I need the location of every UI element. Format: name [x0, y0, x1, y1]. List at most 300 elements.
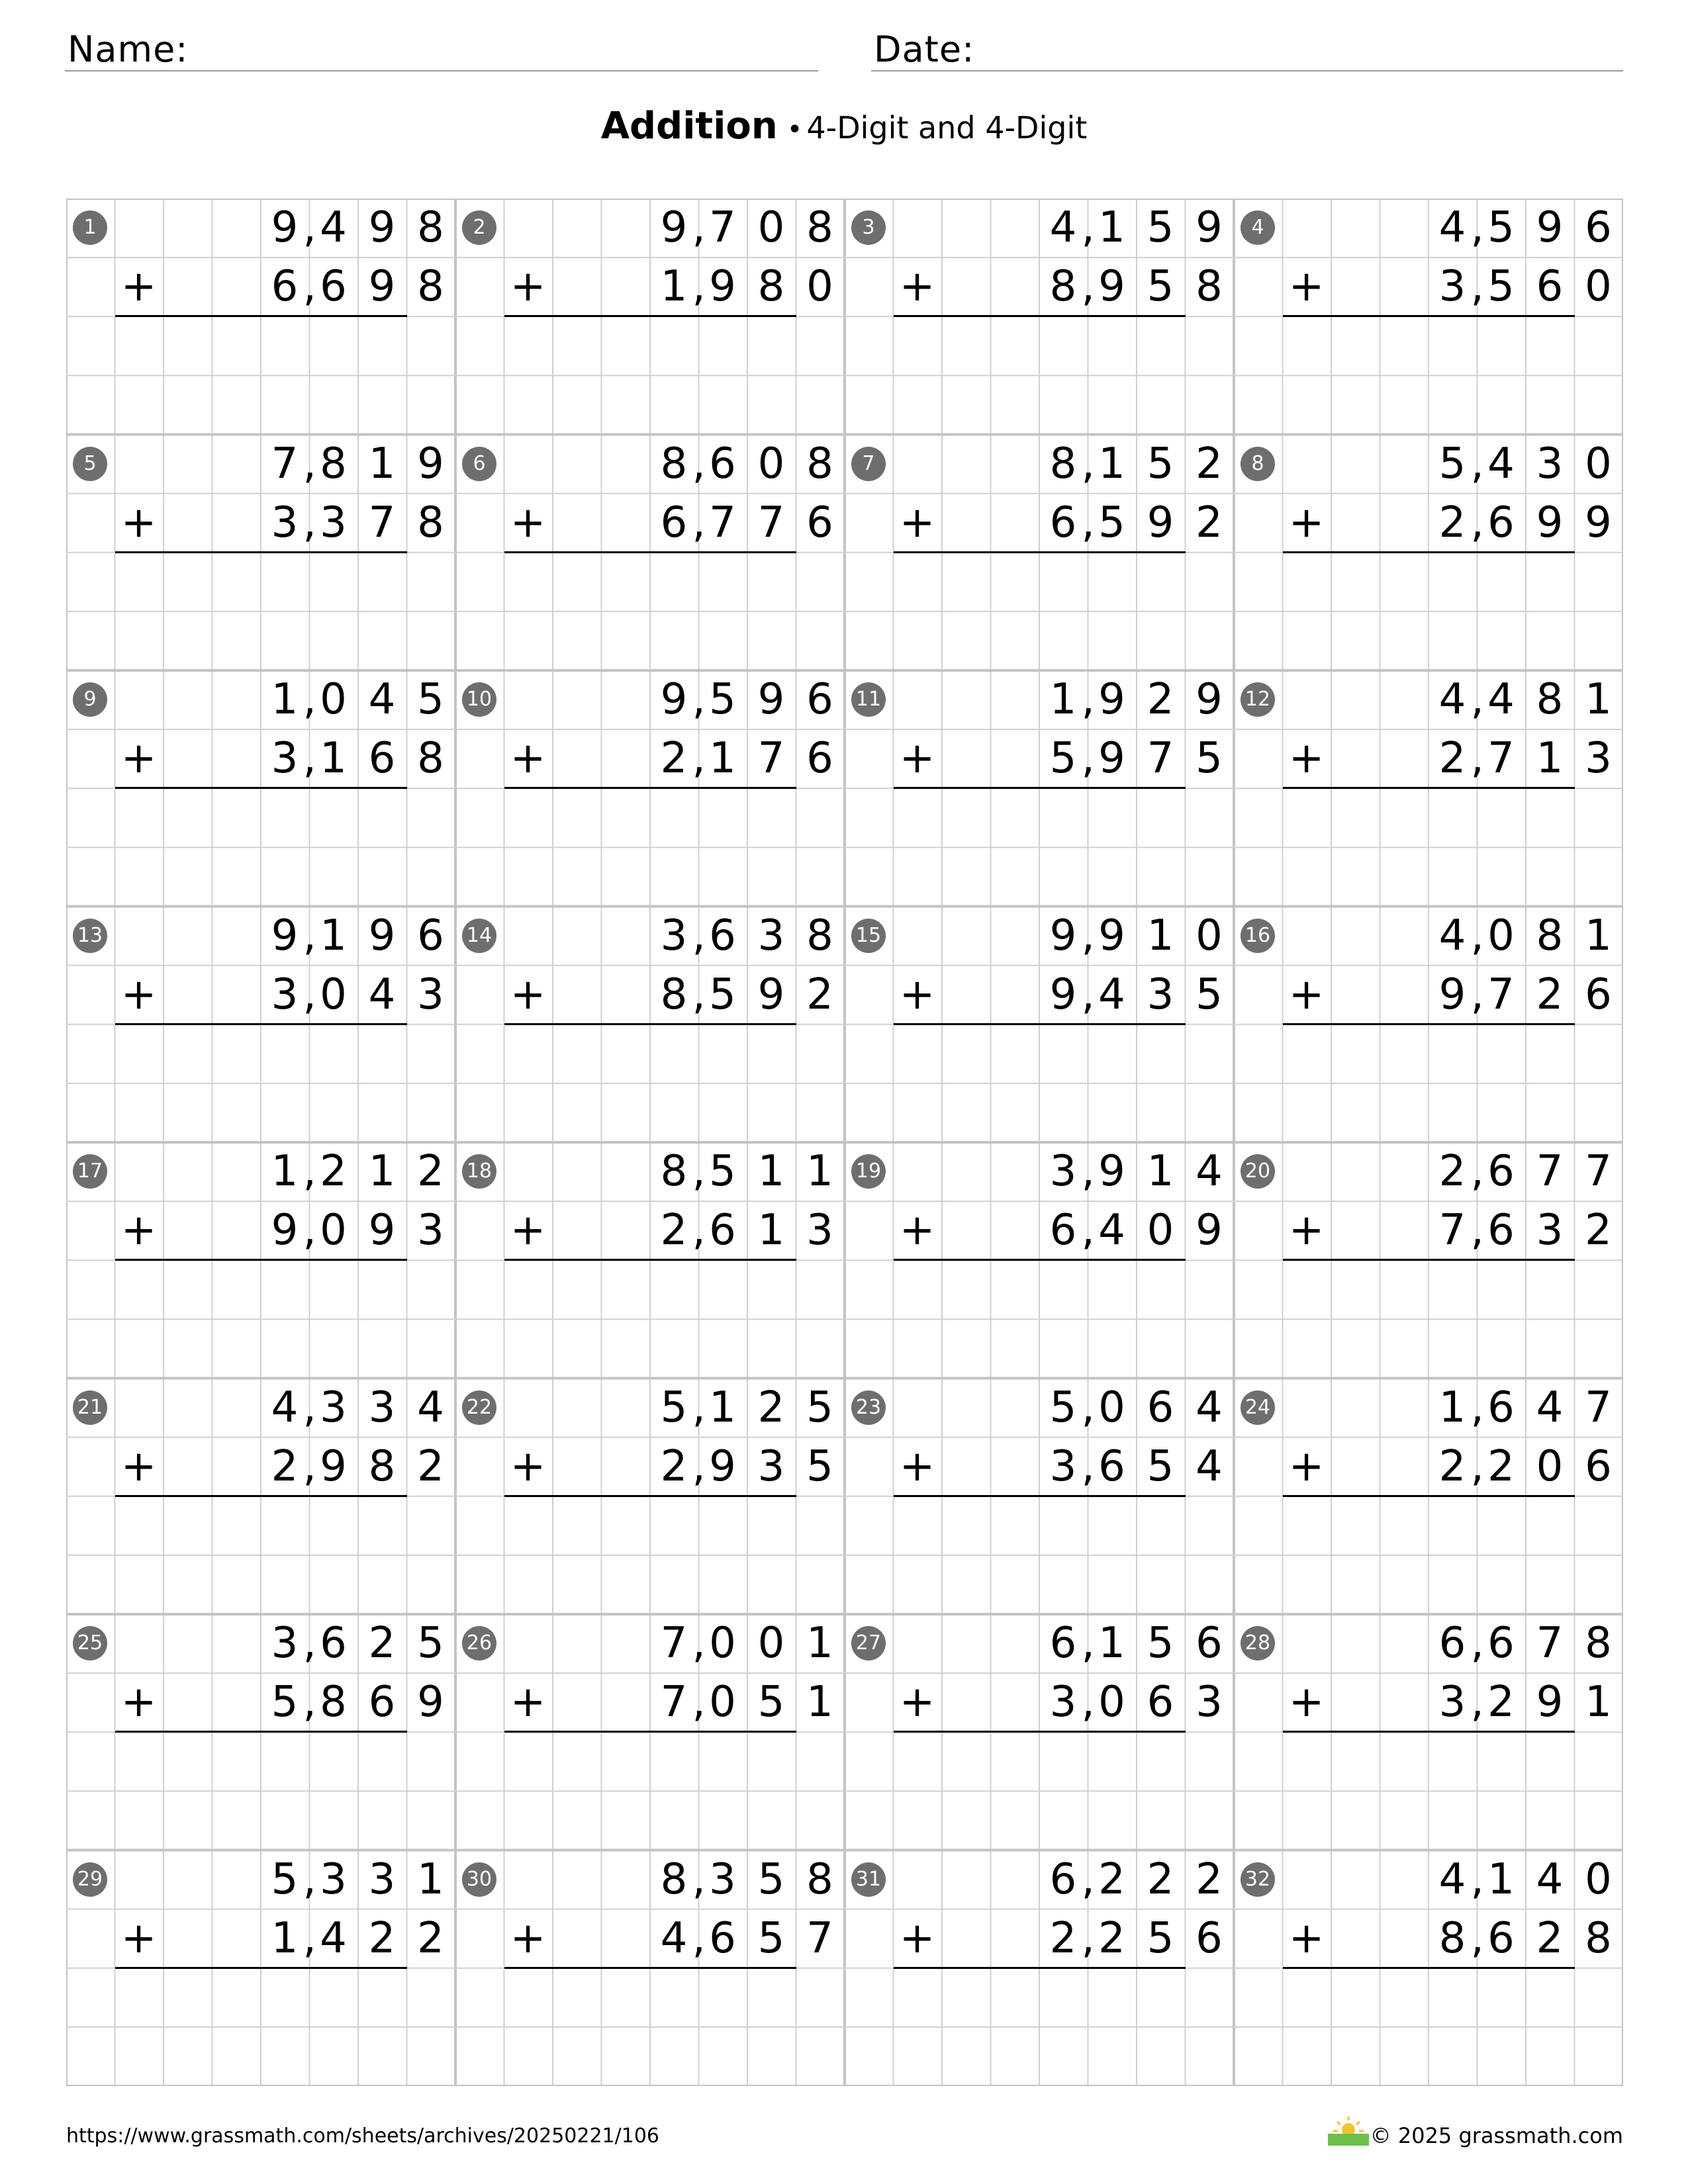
thousands-separator: , — [1470, 1383, 1484, 1432]
addend-bottom-digit: 3 — [271, 734, 299, 784]
addend-top-digit: 5 — [417, 1619, 444, 1668]
addend-bottom-digit: 5 — [1098, 498, 1125, 547]
addend-top-digit: 1 — [1098, 203, 1125, 252]
thousands-separator: , — [692, 262, 706, 312]
addend-bottom-digit: 8 — [757, 262, 785, 312]
answer-line — [894, 551, 1186, 553]
addend-top-digit: 1 — [368, 439, 396, 488]
thousands-separator: , — [1081, 1147, 1095, 1196]
answer-line — [504, 315, 796, 317]
answer-line — [115, 1259, 407, 1261]
addend-top-digit: 6 — [709, 439, 736, 488]
answer-line — [115, 315, 407, 317]
thousands-separator: , — [1470, 911, 1484, 960]
title-bullet: • — [786, 114, 803, 145]
addend-bottom-digit: 8 — [368, 1441, 396, 1491]
addend-top-digit: 2 — [1196, 439, 1223, 488]
addend-top-digit: 0 — [709, 1619, 736, 1668]
addend-bottom-digit: 9 — [1585, 498, 1612, 547]
date-field[interactable] — [871, 24, 1623, 71]
thousands-separator: , — [303, 911, 316, 960]
addend-bottom-digit: 7 — [1487, 734, 1515, 784]
addend-bottom-digit: 9 — [1147, 498, 1174, 547]
answer-line — [115, 787, 407, 789]
addend-bottom-digit: 9 — [417, 1678, 444, 1727]
addend-bottom-digit: 3 — [1438, 1678, 1466, 1727]
plus-operator: + — [899, 970, 935, 1019]
answer-line — [504, 1023, 796, 1025]
addend-top-digit: 7 — [1585, 1147, 1612, 1196]
thousands-separator: , — [1081, 1619, 1095, 1668]
addend-top-digit: 0 — [320, 675, 347, 724]
addend-bottom-digit: 3 — [1536, 1206, 1564, 1255]
problem-number-badge: 12 — [1241, 682, 1275, 717]
thousands-separator: , — [303, 734, 316, 784]
answer-line — [1283, 551, 1575, 553]
addend-top-digit: 2 — [1147, 675, 1174, 724]
thousands-separator: , — [692, 675, 706, 724]
addend-top-digit: 9 — [1098, 1147, 1125, 1196]
addend-bottom-digit: 3 — [417, 1206, 444, 1255]
addend-top-digit: 5 — [709, 1147, 736, 1196]
thousands-separator: , — [1081, 1441, 1095, 1491]
addend-bottom-digit: 9 — [1098, 734, 1125, 784]
thousands-separator: , — [303, 1913, 316, 1963]
addend-bottom-digit: 2 — [368, 1913, 396, 1963]
addend-top-digit: 4 — [1438, 1854, 1466, 1904]
addend-top-digit: 3 — [660, 911, 688, 960]
addend-bottom-digit: 9 — [709, 1441, 736, 1491]
problem-number-badge: 4 — [1241, 210, 1275, 245]
problem-number-badge: 3 — [851, 210, 886, 245]
thousands-separator: , — [1470, 262, 1484, 312]
thousands-separator: , — [303, 203, 316, 252]
addend-bottom-digit: 4 — [320, 1913, 347, 1963]
thousands-separator: , — [1470, 1854, 1484, 1904]
addend-top-digit: 5 — [1147, 439, 1174, 488]
problem-number-badge: 28 — [1241, 1626, 1275, 1661]
addend-bottom-digit: 4 — [368, 970, 396, 1019]
answer-line — [504, 1259, 796, 1261]
addend-top-digit: 1 — [1098, 1619, 1125, 1668]
thousands-separator: , — [1470, 734, 1484, 784]
addend-bottom-digit: 0 — [709, 1678, 736, 1727]
thousands-separator: , — [1081, 439, 1095, 488]
addend-top-digit: 3 — [1536, 439, 1564, 488]
addend-bottom-digit: 7 — [660, 1678, 688, 1727]
addend-bottom-digit: 2 — [1438, 734, 1466, 784]
thousands-separator: , — [303, 1678, 316, 1727]
addend-bottom-digit: 0 — [1147, 1206, 1174, 1255]
addend-bottom-digit: 5 — [1487, 262, 1515, 312]
answer-line — [115, 1023, 407, 1025]
addend-bottom-digit: 5 — [757, 1678, 785, 1727]
answer-line — [894, 1259, 1186, 1261]
thousands-separator: , — [692, 1441, 706, 1491]
grass-sun-logo-icon — [1325, 2115, 1372, 2147]
addend-top-digit: 0 — [757, 1619, 785, 1668]
addend-top-digit: 1 — [1098, 439, 1125, 488]
addend-top-digit: 2 — [1438, 1147, 1466, 1196]
thousands-separator: , — [692, 1206, 706, 1255]
addend-bottom-digit: 1 — [660, 262, 688, 312]
addend-bottom-digit: 9 — [1196, 1206, 1223, 1255]
plus-operator: + — [510, 970, 546, 1019]
addend-bottom-digit: 6 — [1487, 498, 1515, 547]
addend-top-digit: 9 — [1049, 911, 1077, 960]
thousands-separator: , — [692, 498, 706, 547]
addend-top-digit: 0 — [1585, 1854, 1612, 1904]
addend-top-digit: 3 — [368, 1383, 396, 1432]
addend-top-digit: 1 — [320, 911, 347, 960]
addend-top-digit: 1 — [1585, 675, 1612, 724]
addend-bottom-digit: 4 — [1098, 1206, 1125, 1255]
plus-operator: + — [1288, 262, 1325, 312]
thousands-separator: , — [1081, 203, 1095, 252]
addend-top-digit: 9 — [271, 911, 299, 960]
addend-top-digit: 0 — [1585, 439, 1612, 488]
addend-bottom-digit: 5 — [1196, 970, 1223, 1019]
addend-bottom-digit: 6 — [806, 734, 833, 784]
thousands-separator: , — [303, 1441, 316, 1491]
thousands-separator: , — [1081, 970, 1095, 1019]
thousands-separator: , — [303, 1619, 316, 1668]
thousands-separator: , — [692, 1854, 706, 1904]
thousands-separator: , — [303, 1147, 316, 1196]
problem-number-badge: 7 — [851, 447, 886, 481]
addend-bottom-digit: 8 — [1049, 262, 1077, 312]
addend-top-digit: 2 — [1147, 1854, 1174, 1904]
answer-line — [504, 1967, 796, 1969]
addend-top-digit: 9 — [660, 203, 688, 252]
addend-top-digit: 9 — [1196, 203, 1223, 252]
thousands-separator: , — [692, 911, 706, 960]
thousands-separator: , — [692, 1147, 706, 1196]
addend-bottom-digit: 7 — [709, 498, 736, 547]
answer-line — [115, 1495, 407, 1497]
addend-bottom-digit: 9 — [1049, 970, 1077, 1019]
addend-bottom-digit: 6 — [1585, 970, 1612, 1019]
addend-top-digit: 2 — [368, 1619, 396, 1668]
addend-top-digit: 5 — [806, 1383, 833, 1432]
plus-operator: + — [1288, 1206, 1325, 1255]
addend-top-digit: 4 — [368, 675, 396, 724]
answer-line — [894, 1495, 1186, 1497]
addend-bottom-digit: 0 — [320, 1206, 347, 1255]
addend-bottom-digit: 2 — [660, 1441, 688, 1491]
addend-bottom-digit: 6 — [1049, 1206, 1077, 1255]
addend-bottom-digit: 3 — [1438, 262, 1466, 312]
addend-top-digit: 6 — [1487, 1619, 1515, 1668]
answer-line — [894, 1967, 1186, 1969]
addend-bottom-digit: 2 — [1536, 1913, 1564, 1963]
thousands-separator: , — [1470, 439, 1484, 488]
plus-operator: + — [120, 1678, 157, 1727]
addend-top-digit: 1 — [1487, 1854, 1515, 1904]
addend-top-digit: 3 — [271, 1619, 299, 1668]
addend-bottom-digit: 3 — [1049, 1678, 1077, 1727]
addend-bottom-digit: 8 — [320, 1678, 347, 1727]
addend-top-digit: 1 — [271, 1147, 299, 1196]
addend-bottom-digit: 5 — [806, 1441, 833, 1491]
addend-bottom-digit: 6 — [709, 1206, 736, 1255]
footer-url: https://www.grassmath.com/sheets/archives/20250221/106 — [66, 2124, 660, 2148]
addend-bottom-digit: 6 — [320, 262, 347, 312]
addend-top-digit: 3 — [368, 1854, 396, 1904]
thousands-separator: , — [1470, 1678, 1484, 1727]
addend-top-digit: 6 — [1585, 203, 1612, 252]
plus-operator: + — [510, 1678, 546, 1727]
addend-bottom-digit: 2 — [1196, 498, 1223, 547]
addend-bottom-digit: 2 — [660, 734, 688, 784]
title-subtitle: 4-Digit and 4-Digit — [806, 110, 1088, 146]
addend-bottom-digit: 1 — [271, 1913, 299, 1963]
addend-top-digit: 9 — [757, 675, 785, 724]
plus-operator: + — [510, 1206, 546, 1255]
addend-bottom-digit: 6 — [660, 498, 688, 547]
addend-bottom-digit: 1 — [806, 1678, 833, 1727]
addend-top-digit: 3 — [757, 911, 785, 960]
addend-bottom-digit: 5 — [1147, 1913, 1174, 1963]
thousands-separator: , — [692, 1913, 706, 1963]
addend-top-digit: 1 — [1585, 911, 1612, 960]
answer-line — [1283, 1023, 1575, 1025]
addend-bottom-digit: 9 — [1438, 970, 1466, 1019]
problem-number-badge: 30 — [462, 1862, 496, 1897]
addend-top-digit: 8 — [806, 911, 833, 960]
problem-number-badge: 8 — [1241, 447, 1275, 481]
problem-number-badge: 2 — [462, 210, 496, 245]
addend-top-digit: 4 — [1438, 203, 1466, 252]
thousands-separator: , — [692, 1678, 706, 1727]
addend-bottom-digit: 6 — [1536, 262, 1564, 312]
answer-line — [894, 1731, 1186, 1733]
thousands-separator: , — [692, 439, 706, 488]
addend-bottom-digit: 5 — [757, 1913, 785, 1963]
plus-operator: + — [1288, 1441, 1325, 1491]
addend-top-digit: 8 — [1049, 439, 1077, 488]
addend-top-digit: 8 — [1536, 675, 1564, 724]
date-label: Date: — [874, 28, 975, 70]
problem-number-badge: 5 — [73, 447, 107, 481]
footer-copyright: © 2025 grassmath.com — [1370, 2123, 1623, 2148]
addend-top-digit: 1 — [368, 1147, 396, 1196]
thousands-separator: , — [1081, 734, 1095, 784]
thousands-separator: , — [1470, 1206, 1484, 1255]
addend-bottom-digit: 3 — [757, 1441, 785, 1491]
addend-top-digit: 6 — [806, 675, 833, 724]
plus-operator: + — [120, 970, 157, 1019]
addend-top-digit: 3 — [709, 1854, 736, 1904]
addend-bottom-digit: 1 — [1585, 1678, 1612, 1727]
addend-top-digit: 8 — [1536, 911, 1564, 960]
addend-bottom-digit: 0 — [806, 262, 833, 312]
addend-bottom-digit: 7 — [757, 734, 785, 784]
addend-top-digit: 5 — [1487, 203, 1515, 252]
plus-operator: + — [120, 498, 157, 547]
addend-top-digit: 6 — [1049, 1619, 1077, 1668]
addend-bottom-digit: 7 — [806, 1913, 833, 1963]
answer-line — [894, 787, 1186, 789]
problem-number-badge: 17 — [73, 1154, 107, 1189]
addend-bottom-digit: 2 — [1585, 1206, 1612, 1255]
thousands-separator: , — [692, 1383, 706, 1432]
addend-bottom-digit: 9 — [271, 1206, 299, 1255]
addend-bottom-digit: 3 — [806, 1206, 833, 1255]
addend-top-digit: 2 — [1196, 1854, 1223, 1904]
plus-operator: + — [120, 262, 157, 312]
addend-bottom-digit: 7 — [1487, 970, 1515, 1019]
addend-bottom-digit: 8 — [1196, 262, 1223, 312]
addend-top-digit: 6 — [417, 911, 444, 960]
addend-top-digit: 6 — [1196, 1619, 1223, 1668]
thousands-separator: , — [692, 1619, 706, 1668]
addend-top-digit: 4 — [417, 1383, 444, 1432]
problem-number-badge: 14 — [462, 919, 496, 953]
addend-top-digit: 6 — [1147, 1383, 1174, 1432]
addend-top-digit: 9 — [1098, 675, 1125, 724]
plus-operator: + — [899, 498, 935, 547]
addend-top-digit: 4 — [1196, 1383, 1223, 1432]
addend-bottom-digit: 8 — [417, 262, 444, 312]
addend-top-digit: 5 — [757, 1854, 785, 1904]
addend-bottom-digit: 9 — [1098, 262, 1125, 312]
thousands-separator: , — [303, 439, 316, 488]
addend-top-digit: 8 — [1585, 1619, 1612, 1668]
thousands-separator: , — [1081, 1383, 1095, 1432]
thousands-separator: , — [1081, 675, 1095, 724]
addend-top-digit: 9 — [660, 675, 688, 724]
addend-top-digit: 5 — [1438, 439, 1466, 488]
problem-number-badge: 31 — [851, 1862, 886, 1897]
plus-operator: + — [120, 734, 157, 784]
thousands-separator: , — [303, 970, 316, 1019]
plus-operator: + — [510, 1441, 546, 1491]
addend-top-digit: 5 — [417, 675, 444, 724]
problem-number-badge: 23 — [851, 1390, 886, 1425]
addend-bottom-digit: 8 — [417, 734, 444, 784]
problem-number-badge: 10 — [462, 682, 496, 717]
addend-top-digit: 7 — [1585, 1383, 1612, 1432]
answer-line — [1283, 1967, 1575, 1969]
addend-top-digit: 7 — [271, 439, 299, 488]
addend-bottom-digit: 1 — [757, 1206, 785, 1255]
addend-top-digit: 0 — [1098, 1383, 1125, 1432]
plus-operator: + — [899, 734, 935, 784]
name-field[interactable] — [65, 24, 818, 71]
problem-number-badge: 18 — [462, 1154, 496, 1189]
addend-top-digit: 6 — [1487, 1383, 1515, 1432]
problem-number-badge: 6 — [462, 447, 496, 481]
addend-bottom-digit: 1 — [709, 734, 736, 784]
addend-bottom-digit: 4 — [660, 1913, 688, 1963]
plus-operator: + — [120, 1913, 157, 1963]
addend-bottom-digit: 4 — [1196, 1441, 1223, 1491]
plus-operator: + — [1288, 970, 1325, 1019]
problem-number-badge: 32 — [1241, 1862, 1275, 1897]
addend-top-digit: 7 — [660, 1619, 688, 1668]
addend-top-digit: 5 — [709, 675, 736, 724]
addend-bottom-digit: 1 — [1536, 734, 1564, 784]
addend-top-digit: 8 — [806, 1854, 833, 1904]
addend-top-digit: 4 — [1487, 439, 1515, 488]
addend-top-digit: 9 — [1536, 203, 1564, 252]
plus-operator: + — [899, 1678, 935, 1727]
addend-top-digit: 9 — [417, 439, 444, 488]
thousands-separator: , — [1081, 262, 1095, 312]
addend-bottom-digit: 2 — [1438, 498, 1466, 547]
plus-operator: + — [120, 1206, 157, 1255]
addend-top-digit: 5 — [660, 1383, 688, 1432]
answer-line — [504, 1495, 796, 1497]
addend-top-digit: 4 — [1049, 203, 1077, 252]
addend-bottom-digit: 8 — [1438, 1913, 1466, 1963]
addend-top-digit: 4 — [1196, 1147, 1223, 1196]
addend-bottom-digit: 0 — [1585, 262, 1612, 312]
thousands-separator: , — [1470, 1147, 1484, 1196]
title-main: Addition — [600, 105, 778, 148]
thousands-separator: , — [303, 1206, 316, 1255]
addend-bottom-digit: 2 — [1098, 1913, 1125, 1963]
addend-top-digit: 3 — [1049, 1147, 1077, 1196]
thousands-separator: , — [1470, 203, 1484, 252]
addend-top-digit: 0 — [757, 439, 785, 488]
worksheet-title — [0, 105, 1688, 148]
addend-bottom-digit: 5 — [1147, 1441, 1174, 1491]
addend-top-digit: 9 — [1196, 675, 1223, 724]
answer-line — [504, 551, 796, 553]
answer-line — [115, 1967, 407, 1969]
addend-top-digit: 8 — [660, 439, 688, 488]
addend-top-digit: 8 — [417, 203, 444, 252]
addend-top-digit: 4 — [1487, 675, 1515, 724]
addend-top-digit: 1 — [1147, 911, 1174, 960]
addend-top-digit: 0 — [1487, 911, 1515, 960]
addend-bottom-digit: 6 — [806, 498, 833, 547]
addend-top-digit: 0 — [1196, 911, 1223, 960]
addend-top-digit: 3 — [320, 1854, 347, 1904]
addend-bottom-digit: 0 — [320, 970, 347, 1019]
answer-line — [894, 1023, 1186, 1025]
thousands-separator: , — [1081, 498, 1095, 547]
problem-number-badge: 19 — [851, 1154, 886, 1189]
addend-bottom-digit: 7 — [368, 498, 396, 547]
problem-grid — [66, 199, 1623, 2086]
thousands-separator: , — [1081, 1913, 1095, 1963]
addend-top-digit: 4 — [1536, 1383, 1564, 1432]
thousands-separator: , — [303, 498, 316, 547]
addend-top-digit: 8 — [320, 439, 347, 488]
addend-bottom-digit: 6 — [1487, 1206, 1515, 1255]
addend-bottom-digit: 2 — [417, 1441, 444, 1491]
addend-bottom-digit: 5 — [1147, 262, 1174, 312]
addend-bottom-digit: 6 — [1585, 1441, 1612, 1491]
plus-operator: + — [1288, 1678, 1325, 1727]
addend-bottom-digit: 3 — [1147, 970, 1174, 1019]
addend-top-digit: 1 — [1147, 1147, 1174, 1196]
addend-bottom-digit: 0 — [1098, 1678, 1125, 1727]
addend-top-digit: 5 — [1147, 1619, 1174, 1668]
thousands-separator: , — [1470, 970, 1484, 1019]
addend-bottom-digit: 3 — [271, 498, 299, 547]
addend-bottom-digit: 2 — [271, 1441, 299, 1491]
addend-bottom-digit: 1 — [320, 734, 347, 784]
problem-number-badge: 13 — [73, 919, 107, 953]
addend-top-digit: 1 — [757, 1147, 785, 1196]
problem-number-badge: 15 — [851, 919, 886, 953]
addend-bottom-digit: 9 — [709, 262, 736, 312]
addend-top-digit: 9 — [1098, 911, 1125, 960]
